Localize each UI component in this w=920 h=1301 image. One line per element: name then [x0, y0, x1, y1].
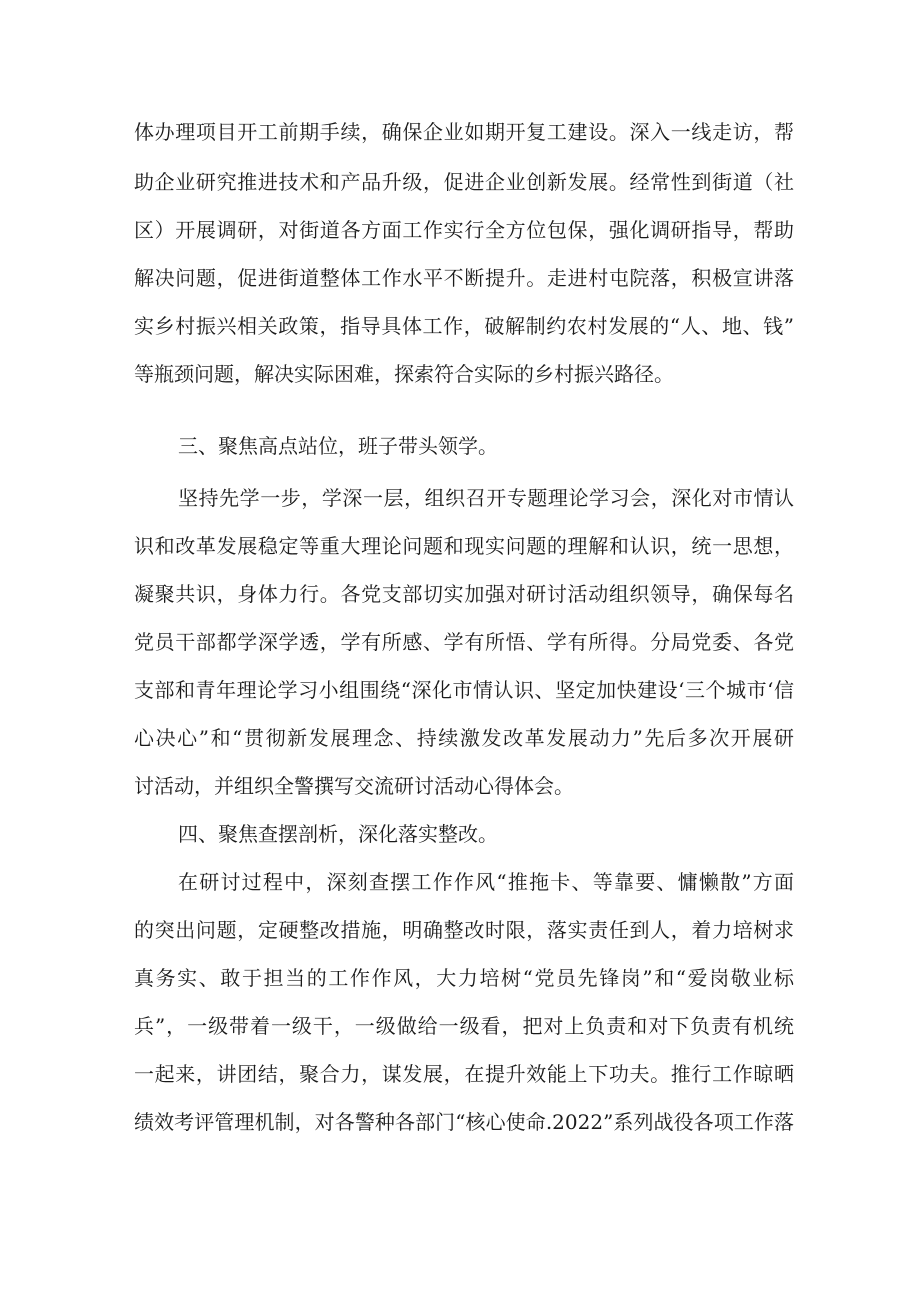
paragraph-line: 一起来，讲团结，聚合力，谋发展，在提升效能上下功夫。推行工作晾晒: [134, 1062, 794, 1086]
section-heading: 四、聚焦查摆剖析，深化落实整改。: [178, 822, 498, 846]
paragraph-line: 兵”，一级带着一级干，一级做给一级看，把对上负责和对下负责有机统: [134, 1014, 794, 1038]
paragraph-line: 讨活动，并组织全警撰写交流研讨活动心得体会。: [134, 774, 574, 798]
paragraph-line: 在研讨过程中，深刻查摆工作作风“推拖卡、等靠要、慵懒散”方面: [178, 870, 794, 894]
paragraph-line: 支部和青年理论学习小组围绕“深化市情认识、坚定加快建设‘三个城市‘信: [134, 678, 794, 702]
paragraph-line: 绩效考评管理机制，对各警种各部门“核心使命.2022”系列战役各项工作落: [134, 1110, 794, 1134]
paragraph-line: 心决心”和“贯彻新发展理念、持续激发改革发展动力”先后多次开展研: [134, 726, 794, 750]
paragraph-line: 的突出问题，定硬整改措施，明确整改时限，落实责任到人，着力培树求: [134, 918, 794, 942]
paragraph-line: 助企业研究推进技术和产品升级，促进企业创新发展。经常性到街道（社: [134, 170, 794, 194]
paragraph-line: 坚持先学一步，学深一层，组织召开专题理论学习会，深化对市情认: [178, 486, 794, 510]
paragraph-line: 等瓶颈问题，解决实际困难，探索符合实际的乡村振兴路径。: [134, 362, 674, 386]
paragraph-line: 体办理项目开工前期手续，确保企业如期开复工建设。深入一线走访，帮: [134, 120, 794, 144]
paragraph-line: 党员干部都学深学透，学有所感、学有所悟、学有所得。分局党委、各党: [134, 630, 794, 654]
section-heading: 三、聚焦高点站位，班子带头领学。: [178, 434, 498, 458]
paragraph-line: 实乡村振兴相关政策，指导具体工作，破解制约农村发展的“人、地、钱”: [134, 314, 794, 338]
paragraph-line: 真务实、敢于担当的工作作风，大力培树“党员先锋岗”和“爱岗敬业标: [134, 966, 794, 990]
paragraph-line: 区）开展调研，对街道各方面工作实行全方位包保，强化调研指导，帮助: [134, 218, 794, 242]
paragraph-line: 识和改革发展稳定等重大理论问题和现实问题的理解和认识，统一思想，: [134, 534, 794, 558]
paragraph-line: 凝聚共识，身体力行。各党支部切实加强对研讨活动组织领导，确保每名: [134, 582, 794, 606]
paragraph-line: 解决问题，促进街道整体工作水平不断提升。走进村屯院落，积极宣讲落: [134, 266, 794, 290]
